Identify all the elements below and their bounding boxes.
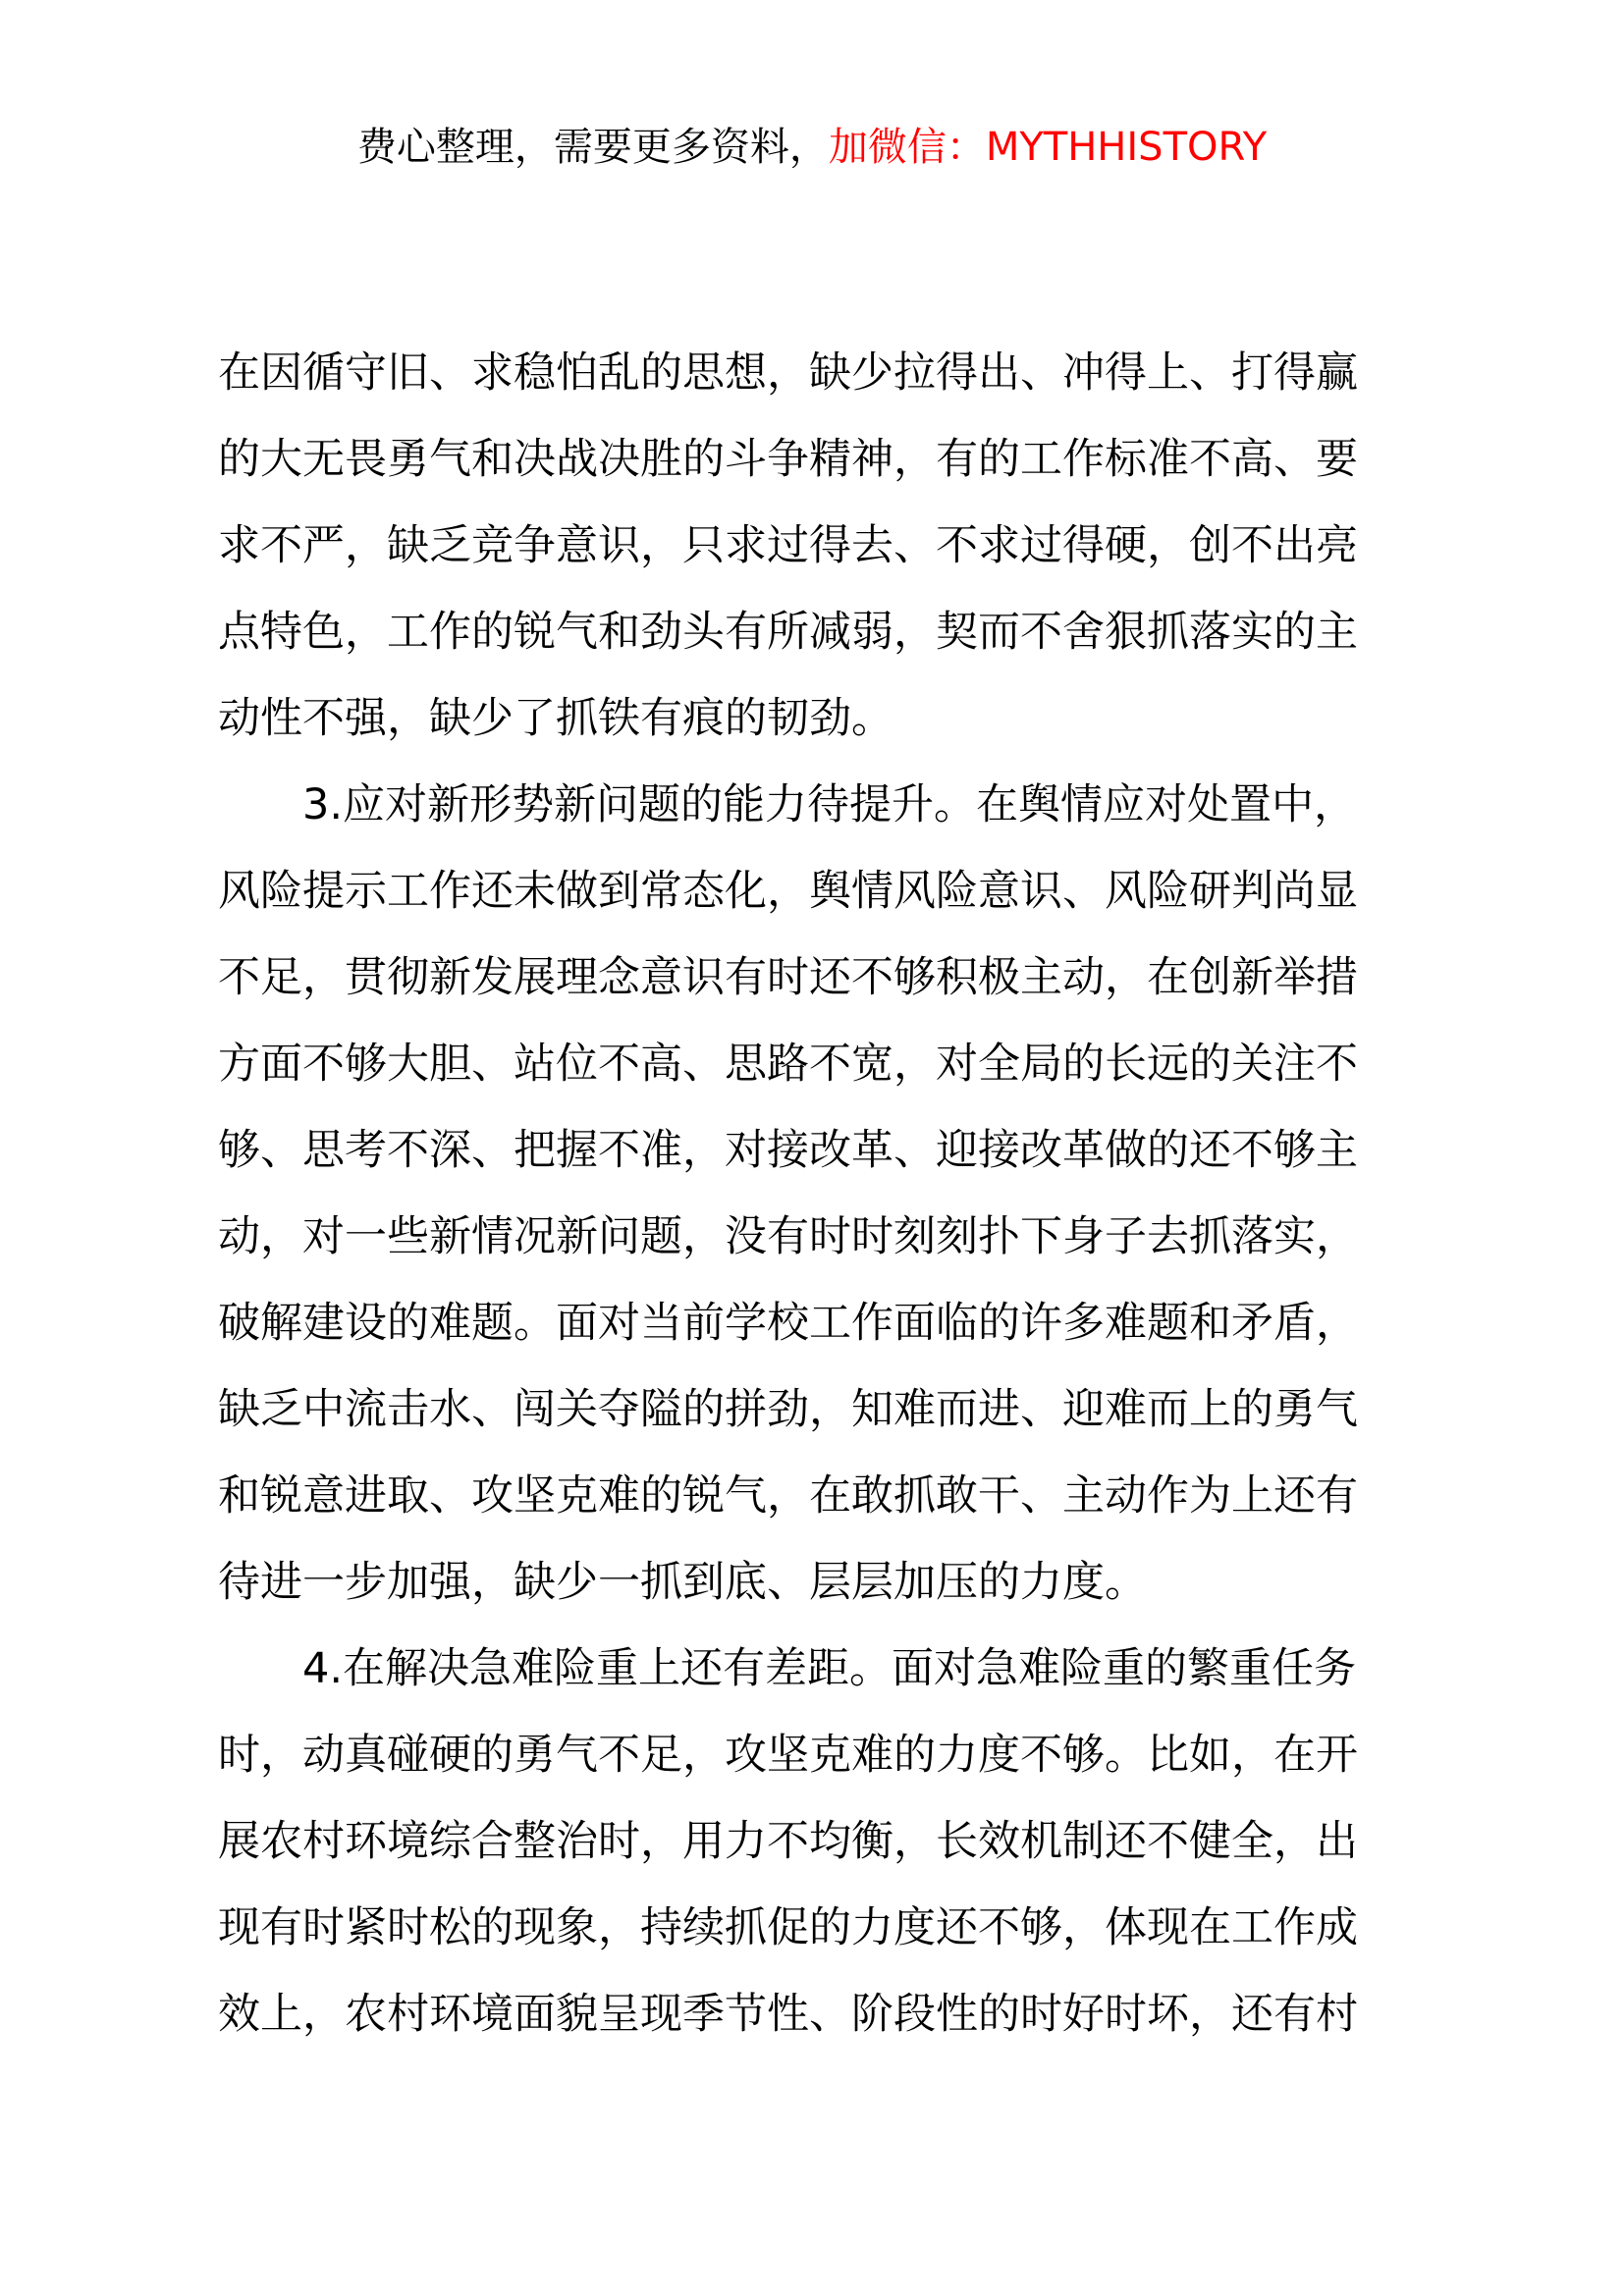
header-contact: 加微信：MYTHHISTORY [828, 125, 1268, 170]
paragraph-3-start: 3.应对新形势新问题的能力待提升。在舆情应对处置中， [302, 780, 1357, 829]
document-body [218, 330, 1416, 2057]
text-line: 时，动真碰硬的勇气不足，攻坚克难的力度不够。比如，在开 [218, 1731, 1358, 1780]
page-header [0, 120, 1624, 175]
text-line: 效上，农村环境面貌呈现季节性、阶段性的时好时坏，还有村 [218, 1990, 1358, 2039]
text-line: 的大无畏勇气和决战决胜的斗争精神，有的工作标准不高、要 [218, 435, 1358, 484]
text-line: 够、思考不深、把握不准，对接改革、迎接改革做的还不够主 [218, 1126, 1358, 1175]
text-line: 待进一步加强，缺少一抓到底、层层加压的力度。 [218, 1558, 1147, 1607]
header-text: 费心整理，需要更多资料， [356, 125, 829, 170]
paragraph-4-start: 4.在解决急难险重上还有差距。面对急难险重的繁重任务 [302, 1644, 1357, 1693]
text-line: 破解建设的难题。面对当前学校工作面临的许多难题和矛盾， [218, 1299, 1358, 1348]
text-line: 展农村环境综合整治时，用力不均衡，长效机制还不健全，出 [218, 1817, 1358, 1866]
text-line: 求不严，缺乏竞争意识，只求过得去、不求过得硬，创不出亮 [218, 521, 1358, 570]
text-line: 动，对一些新情况新问题，没有时时刻刻扑下身子去抓落实， [218, 1212, 1358, 1261]
text-line: 动性不强，缺少了抓铁有痕的韧劲。 [218, 694, 893, 743]
text-line: 在因循守旧、求稳怕乱的思想，缺少拉得出、冲得上、打得赢 [218, 348, 1358, 398]
text-line: 风险提示工作还未做到常态化，舆情风险意识、风险研判尚显 [218, 867, 1358, 916]
text-line: 方面不够大胆、站位不高、思路不宽，对全局的长远的关注不 [218, 1040, 1358, 1089]
text-line: 不足，贯彻新发展理念意识有时还不够积极主动，在创新举措 [218, 953, 1358, 1002]
text-line: 缺乏中流击水、闯关夺隘的拼劲，知难而进、迎难而上的勇气 [218, 1385, 1358, 1434]
text-line: 和锐意进取、攻坚克难的锐气，在敢抓敢干、主动作为上还有 [218, 1471, 1358, 1521]
text-line: 点特色，工作的锐气和劲头有所减弱，契而不舍狠抓落实的主 [218, 608, 1358, 657]
text-line: 现有时紧时松的现象，持续抓促的力度还不够，体现在工作成 [218, 1903, 1358, 1952]
